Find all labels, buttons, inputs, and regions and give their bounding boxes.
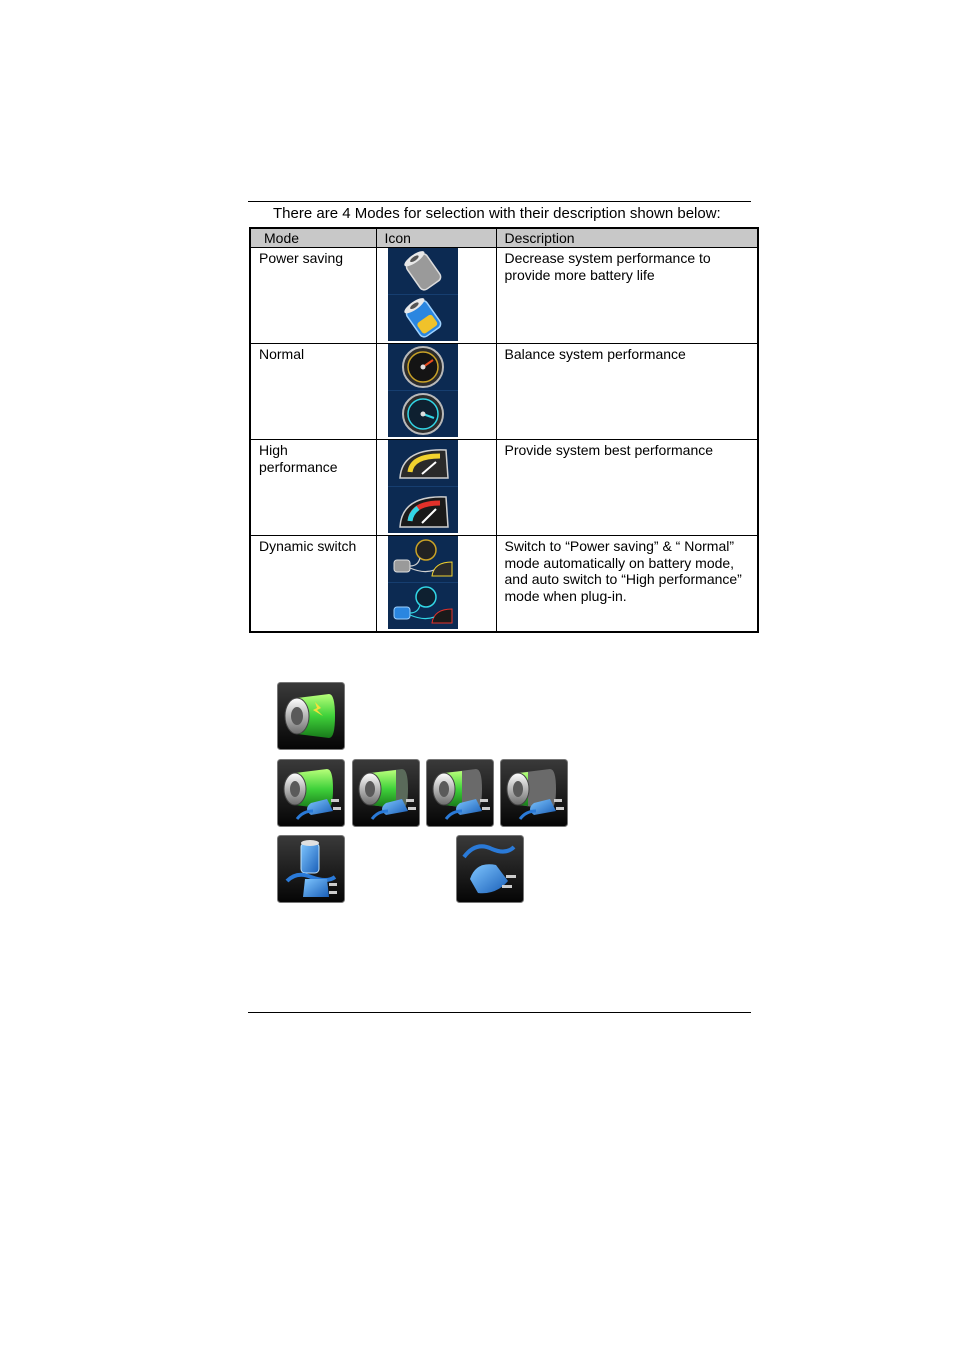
mode-description: Decrease system performance to provide more battery life [496,248,758,344]
dynamic-switch-gold-icon [388,536,458,582]
mode-description: Balance system performance [496,344,758,440]
gauge-yellow-icon [388,440,458,486]
mode-name: Dynamic switch [250,536,376,633]
battery-charging-icon [277,759,345,827]
battery-charging-icon [352,759,420,827]
gauge-red-icon [388,486,458,533]
header-mode: Mode [250,228,376,248]
battery-gray-icon [388,248,458,294]
battery-charging-icon [500,759,568,827]
dynamic-switch-blue-icon [388,582,458,629]
speedometer-cyan-icon [388,390,458,437]
battery-blue-icon [388,294,458,341]
footer-rule [248,1012,751,1013]
table-row [250,344,758,440]
mode-description: Provide system best performance [496,440,758,536]
ac-plug-icon [456,835,524,903]
battery-charging-icon [426,759,494,827]
modes-table [249,227,759,633]
mode-name: Power saving [250,248,376,344]
table-row [250,536,758,633]
speedometer-gold-icon [388,344,458,390]
header-icon: Icon [376,228,496,248]
header-rule [248,201,751,202]
mode-name: High performance [250,440,376,536]
table-row [250,248,758,344]
battery-full-icon [277,682,345,750]
table-row [250,440,758,536]
intro-text: There are 4 Modes for selection with their description shown below: [273,205,721,222]
header-description: Description [496,228,758,248]
mode-name: Normal [250,344,376,440]
mode-description: Switch to “Power saving” & “ Normal” mode automatically on battery mode, and auto switch to “High performance” mode when plug-in. [496,536,758,633]
battery-plug-icon [277,835,345,903]
table-header-row [250,228,758,248]
